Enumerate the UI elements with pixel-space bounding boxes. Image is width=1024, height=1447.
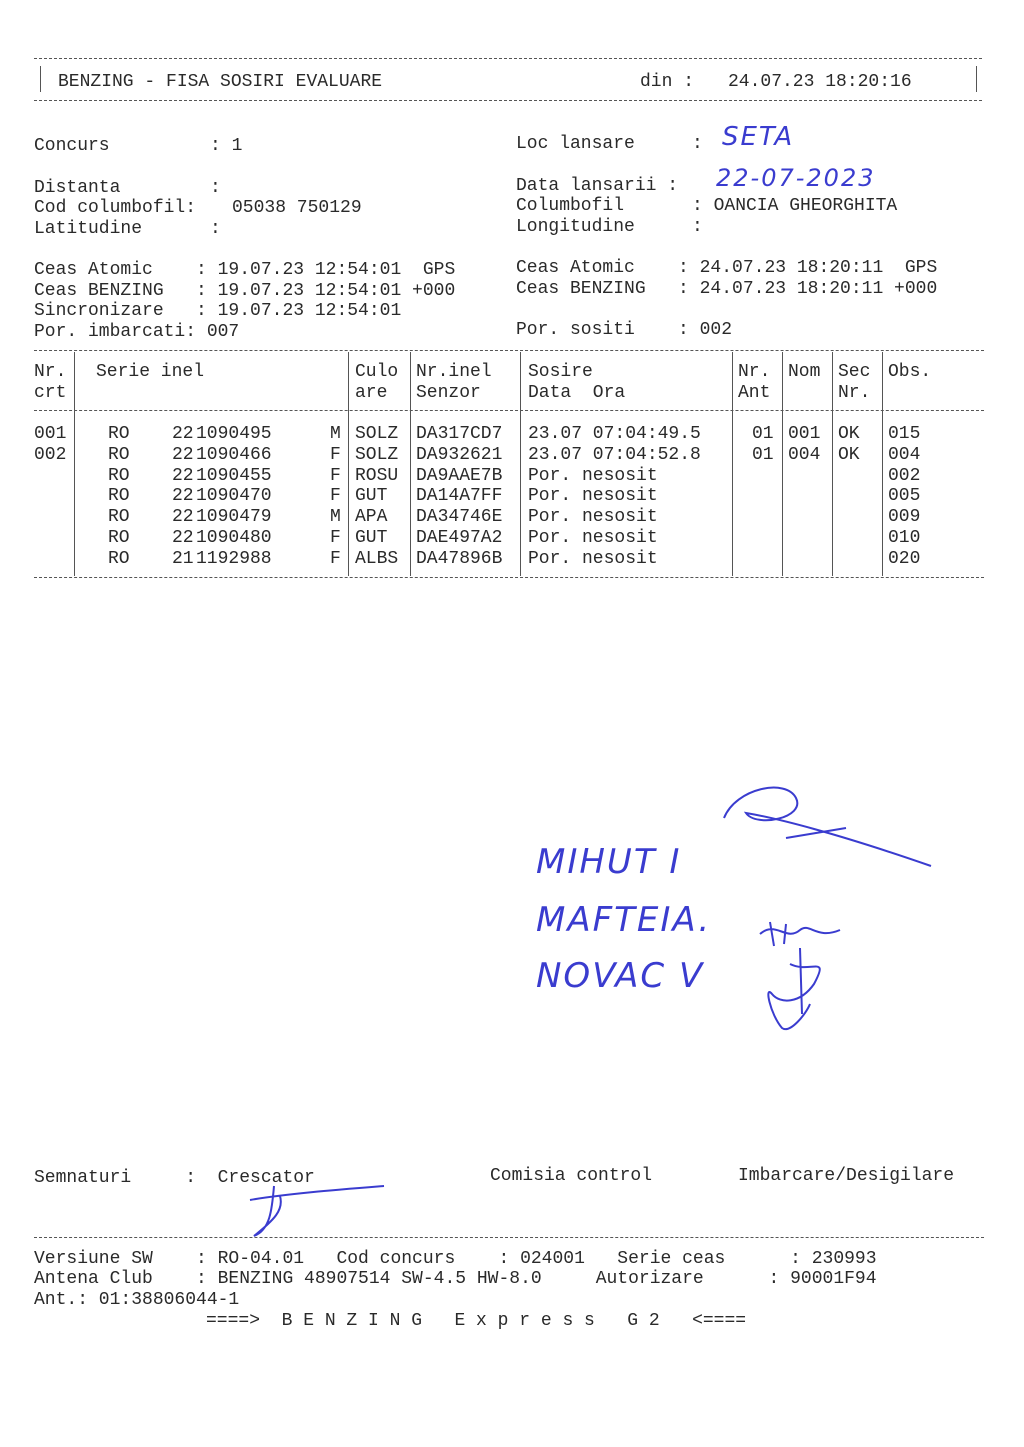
col-sep: [832, 352, 833, 576]
cell-culoare: ROSU: [355, 465, 399, 486]
cell-nr-ant: 01: [752, 444, 774, 465]
benzing-express-banner: ====> B E N Z I N G E x p r e s s G 2 <====: [206, 1311, 747, 1331]
cell-sex: F: [330, 528, 341, 548]
ceas-atomic-end: Ceas Atomic : 24.07.23 18:20:11 GPS: [516, 258, 938, 278]
col-sep: [410, 352, 411, 576]
cell-senzor: DA9AAE7B: [416, 465, 503, 486]
cell-inel: 1192988: [196, 548, 272, 569]
distanta-value: :: [210, 178, 221, 198]
footer-rule: [34, 1237, 984, 1238]
concurs-value: : 1: [210, 136, 243, 156]
cell-culoare: SOLZ: [355, 424, 399, 444]
cell-sex: F: [330, 548, 341, 569]
col-sep: [74, 352, 75, 576]
cell-sec-nr: OK: [838, 444, 860, 465]
cell-senzor: DA14A7FF: [416, 486, 503, 507]
th-nr: Nr.: [34, 362, 67, 382]
header-right-border: [976, 66, 977, 92]
loc-lansare-handwritten: SETA: [722, 122, 795, 152]
cell-culoare: GUT: [355, 486, 388, 507]
cell-senzor: DAE497A2: [416, 528, 503, 548]
cell-an: 22: [172, 444, 194, 465]
col-sep: [882, 352, 883, 576]
signature-top: [716, 778, 956, 878]
cell-an: 22: [172, 507, 194, 528]
antena-id: Ant.: 01:38806044-1: [34, 1290, 240, 1310]
cell-obs: 004: [888, 444, 921, 465]
antena-club: Antena Club : BENZING 48907514 SW-4.5 HW-8.0 Autorizare : 90001F94: [34, 1269, 877, 1289]
crescator-signature: [244, 1180, 394, 1240]
cell-senzor: DA932621: [416, 444, 503, 465]
report-date: 24.07.23 18:20:16: [728, 72, 912, 92]
cell-sosire: Por. nesosit: [528, 465, 658, 486]
concurs-label: Concurs: [34, 136, 110, 156]
columbofil-label: Columbofil: [516, 196, 625, 216]
cell-obs: 020: [888, 548, 921, 569]
data-lansarii-label: Data lansarii :: [516, 176, 679, 196]
cell-an: 22: [172, 486, 194, 507]
col-sep: [348, 352, 349, 576]
cell-inel: 1090480: [196, 528, 272, 548]
handwritten-name-2: MAFTEIA.: [536, 900, 712, 940]
cell-inel: 1090470: [196, 486, 272, 507]
col-sep: [520, 352, 521, 576]
cell-sex: M: [330, 507, 341, 528]
th-data-ora: Data Ora: [528, 383, 626, 403]
ceas-benzing-end: Ceas BENZING : 24.07.23 18:20:11 +000: [516, 279, 938, 299]
cell-sosire: Por. nesosit: [528, 507, 658, 528]
cell-senzor: DA317CD7: [416, 424, 503, 444]
versiune-sw: Versiune SW : RO-04.01 Cod concurs : 024001 Serie ceas : 230993: [34, 1249, 877, 1269]
cell-obs: 015: [888, 424, 921, 444]
cell-culoare: APA: [355, 507, 388, 528]
por-sositi: Por. sositi : 002: [516, 320, 733, 340]
cell-inel: 1090455: [196, 465, 272, 486]
cell-tara: RO: [108, 444, 130, 465]
th-sosire: Sosire: [528, 362, 593, 382]
cell-nr-crt: 002: [34, 444, 67, 465]
report-title: BENZING - FISA SOSIRI EVALUARE: [58, 72, 383, 92]
cod-columbofil-label: Cod columbofil:: [34, 198, 197, 218]
th-obs: Obs.: [888, 362, 932, 382]
header-left-border: [40, 66, 41, 92]
cell-sosire: Por. nesosit: [528, 528, 658, 548]
th-culo: Culo: [355, 362, 399, 382]
por-imbarcati: Por. imbarcati: 007: [34, 322, 240, 342]
ceas-atomic-start: Ceas Atomic : 19.07.23 12:54:01 GPS: [34, 260, 456, 280]
cell-nr-crt: 001: [34, 424, 67, 444]
cell-tara: RO: [108, 548, 130, 569]
cell-inel: 1090479: [196, 507, 272, 528]
cell-inel: 1090466: [196, 444, 272, 465]
handwritten-name-1: MIHUT I: [536, 842, 682, 882]
cell-nr-ant: 01: [752, 424, 774, 444]
cell-sosire: Por. nesosit: [528, 548, 658, 569]
handwritten-name-3: NOVAC V: [536, 956, 705, 996]
th-sec-1: Sec: [838, 362, 871, 382]
signature-novac: [760, 944, 850, 1034]
col-sep: [732, 352, 733, 576]
cod-columbofil-value: 05038 750129: [232, 198, 362, 218]
distanta-label: Distanta: [34, 178, 121, 198]
cell-culoare: SOLZ: [355, 444, 399, 465]
cell-tara: RO: [108, 486, 130, 507]
th-sec-2: Nr.: [838, 383, 871, 403]
ceas-benzing-start: Ceas BENZING : 19.07.23 12:54:01 +000: [34, 281, 456, 301]
th-crt: crt: [34, 383, 67, 403]
comisia-control: Comisia control: [490, 1166, 653, 1186]
cell-culoare: ALBS: [355, 548, 399, 569]
cell-tara: RO: [108, 424, 130, 444]
header-top-rule: [34, 58, 982, 59]
th-nr-ant-1: Nr.: [738, 362, 771, 382]
th-are: are: [355, 383, 388, 403]
cell-inel: 1090495: [196, 424, 272, 444]
th-serie-inel: Serie inel: [96, 362, 205, 382]
table-top-rule: [34, 350, 984, 351]
cell-an: 22: [172, 465, 194, 486]
cell-an: 22: [172, 424, 194, 444]
col-sep: [782, 352, 783, 576]
loc-lansare-label: Loc lansare: [516, 134, 635, 154]
header-bottom-rule: [34, 100, 982, 101]
th-senzor: Senzor: [416, 383, 481, 403]
cell-nom: 001: [788, 424, 821, 444]
sincronizare: Sincronizare : 19.07.23 12:54:01: [34, 301, 402, 321]
table-header-rule: [34, 410, 984, 411]
semnaturi-label: Semnaturi : Crescator: [34, 1168, 315, 1188]
cell-tara: RO: [108, 465, 130, 486]
cell-obs: 005: [888, 486, 921, 507]
longitudine-label: Longitudine: [516, 217, 635, 237]
cell-sec-nr: OK: [838, 424, 860, 444]
cell-culoare: GUT: [355, 528, 388, 548]
cell-nom: 004: [788, 444, 821, 465]
latitudine-label: Latitudine: [34, 219, 143, 239]
longitudine-value: :: [692, 217, 703, 237]
cell-sex: M: [330, 424, 341, 444]
cell-an: 22: [172, 528, 194, 548]
report-din-label: din :: [640, 72, 695, 92]
cell-sex: F: [330, 486, 341, 507]
th-nr-ant-2: Ant: [738, 383, 771, 403]
loc-lansare-sep: :: [692, 134, 703, 154]
cell-sosire: 23.07 07:04:49.5: [528, 424, 701, 444]
cell-sex: F: [330, 444, 341, 465]
cell-sex: F: [330, 465, 341, 486]
columbofil-value: : OANCIA GHEORGHITA: [692, 196, 898, 216]
cell-an: 21: [172, 548, 194, 569]
cell-obs: 002: [888, 465, 921, 486]
cell-tara: RO: [108, 528, 130, 548]
th-nr-inel: Nr.inel: [416, 362, 492, 382]
th-nom: Nom: [788, 362, 821, 382]
cell-obs: 010: [888, 528, 921, 548]
table-bottom-rule: [34, 577, 984, 578]
data-lansarii-handwritten: 22-07-2023: [716, 164, 876, 192]
imbarcare-desigilare: Imbarcare/Desigilare: [738, 1166, 955, 1186]
cell-obs: 009: [888, 507, 921, 528]
cell-senzor: DA47896B: [416, 548, 503, 569]
cell-sosire: 23.07 07:04:52.8: [528, 444, 701, 465]
latitudine-value: :: [210, 219, 221, 239]
cell-senzor: DA34746E: [416, 507, 503, 528]
cell-tara: RO: [108, 507, 130, 528]
cell-sosire: Por. nesosit: [528, 486, 658, 507]
